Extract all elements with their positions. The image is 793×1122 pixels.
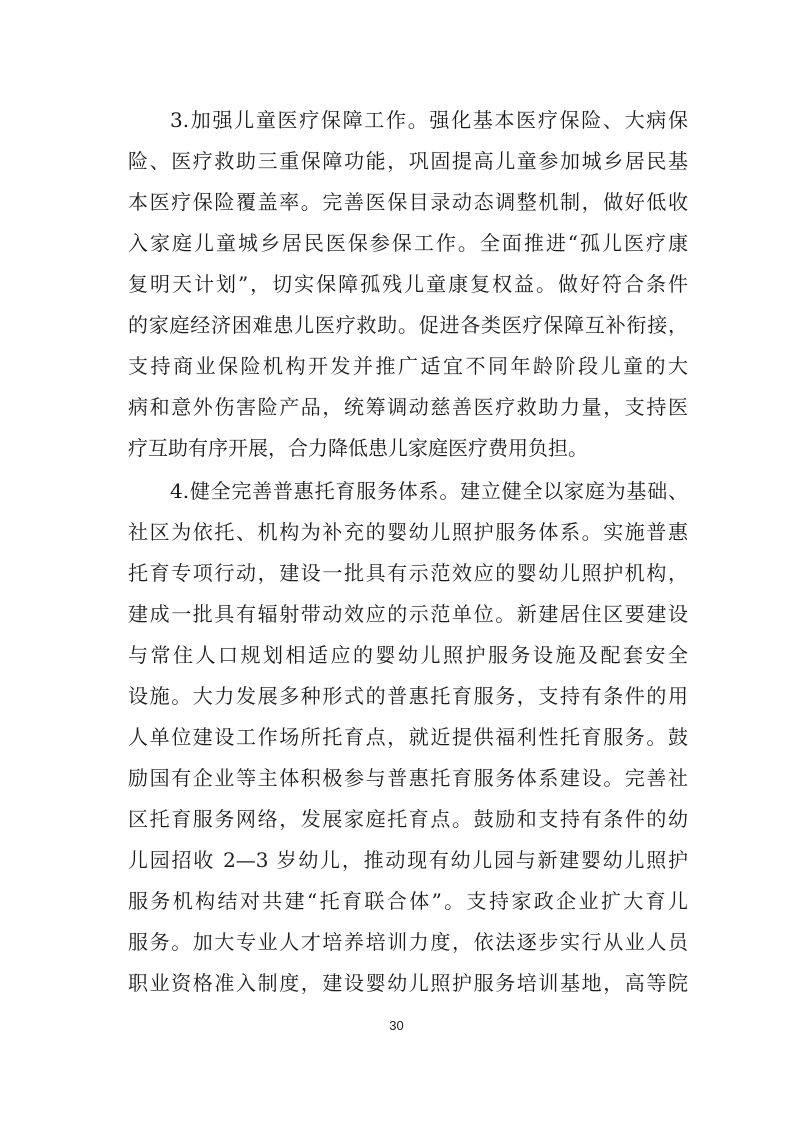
paragraph-2-line-3: 托育专项行动，建设一批具有示范效应的婴幼儿照护机构， [128, 561, 688, 585]
paragraph-2-line-13: 职业资格准入制度，建设婴幼儿照护服务培训基地，高等院 [128, 971, 688, 995]
paragraph-2-line-11: 服务机构结对共建“托育联合体”。支持家政企业扩大育儿 [128, 889, 688, 913]
paragraph-2-line-10: 儿园招收 2—3 岁幼儿，推动现有幼儿园与新建婴幼儿照护 [128, 848, 688, 872]
page-number: 30 [389, 1018, 404, 1033]
paragraph-2-line-4: 建成一批具有辐射带动效应的示范单位。新建居住区要建设 [128, 602, 688, 626]
paragraph-1-line-8: 病和意外伤害险产品，统筹调动慈善医疗救助力量，支持医 [128, 395, 688, 419]
paragraph-2-line-5: 与常住人口规划相适应的婴幼儿照护服务设施及配套安全 [128, 643, 688, 667]
paragraph-1-line-3: 本医疗保险覆盖率。完善医保目录动态调整机制，做好低收 [128, 190, 688, 214]
paragraph-2-line-2: 社区为依托、机构为补充的婴幼儿照护服务体系。实施普惠 [128, 520, 688, 544]
paragraph-2-line-7: 人单位建设工作场所托育点，就近提供福利性托育服务。鼓 [128, 725, 688, 749]
paragraph-2-line-12: 服务。加大专业人才培养培训力度，依法逐步实行从业人员 [128, 930, 688, 954]
paragraph-2-line-9: 区托育服务网络，发展家庭托育点。鼓励和支持有条件的幼 [128, 807, 688, 831]
paragraph-2-line-1: 4.健全完善普惠托育服务体系。建立健全以家庭为基础、 [170, 479, 688, 503]
paragraph-2-line-6: 设施。大力发展多种形式的普惠托育服务，支持有条件的用 [128, 684, 688, 708]
paragraph-1-line-9: 疗互助有序开展，合力降低患儿家庭医疗费用负担。 [128, 436, 588, 460]
paragraph-1-line-6: 的家庭经济困难患儿医疗救助。促进各类医疗保障互补衔接， [128, 313, 688, 337]
paragraph-1-line-7: 支持商业保险机构开发并推广适宜不同年龄阶段儿童的大 [128, 354, 688, 378]
paragraph-1-line-1: 3.加强儿童医疗保障工作。强化基本医疗保险、大病保 [170, 108, 688, 132]
paragraph-1-line-5: 复明天计划”，切实保障孤残儿童康复权益。做好符合条件 [128, 272, 688, 296]
paragraph-1-line-2: 险、医疗救助三重保障功能，巩固提高儿童参加城乡居民基 [128, 149, 688, 173]
paragraph-2-line-8: 励国有企业等主体积极参与普惠托育服务体系建设。完善社 [128, 766, 688, 790]
paragraph-1-line-4: 入家庭儿童城乡居民医保参保工作。全面推进“孤儿医疗康 [128, 231, 688, 255]
